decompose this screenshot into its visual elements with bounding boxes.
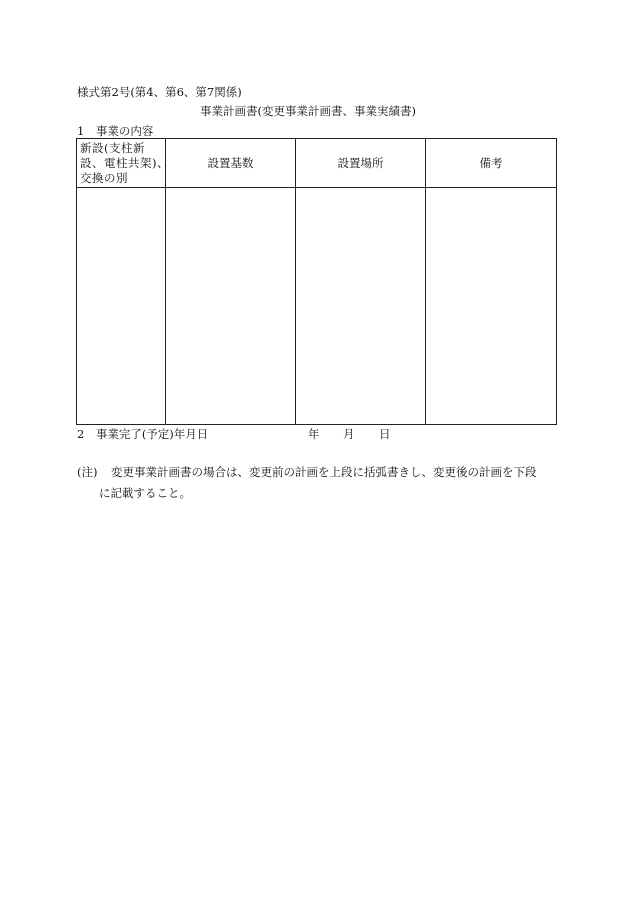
cell-installation-location[interactable] — [296, 188, 426, 425]
cell-remarks[interactable] — [426, 188, 557, 425]
header-installation-count: 設置基数 — [166, 139, 296, 188]
table-header-row — [77, 139, 557, 188]
note-line-1: 変更事業計画書の場合は、変更前の計画を上段に括弧書きし、変更後の計画を下段 — [111, 465, 537, 479]
business-plan-table — [76, 138, 557, 425]
cell-installation-count[interactable] — [166, 188, 296, 425]
completion-day-label: 日 — [379, 427, 391, 441]
note-mark: (注) — [77, 465, 98, 479]
header-remarks: 備考 — [426, 139, 557, 188]
completion-month-label: 月 — [343, 427, 355, 441]
cell-type-of-work[interactable] — [77, 188, 166, 425]
plan-table — [76, 138, 557, 425]
note-line-2: に記載すること。 — [99, 486, 191, 500]
header-type-line-3: 交換の別 — [80, 171, 128, 185]
header-type-line-2: 設、電柱共架)、 — [80, 156, 169, 170]
header-installation-location: 設置場所 — [296, 139, 426, 188]
header-type-line-1: 新設(支柱新 — [80, 141, 145, 155]
section2-label: 2 事業完了(予定)年月日 — [77, 427, 209, 441]
completion-year-label: 年 — [308, 427, 320, 441]
document-title: 事業計画書(変更事業計画書、事業実績書) — [200, 104, 416, 118]
table-row — [77, 188, 557, 425]
header-type-of-work — [77, 139, 169, 188]
section1-heading: 1 事業の内容 — [77, 124, 154, 138]
form-number: 様式第2号(第4、第6、第7関係) — [77, 85, 242, 99]
